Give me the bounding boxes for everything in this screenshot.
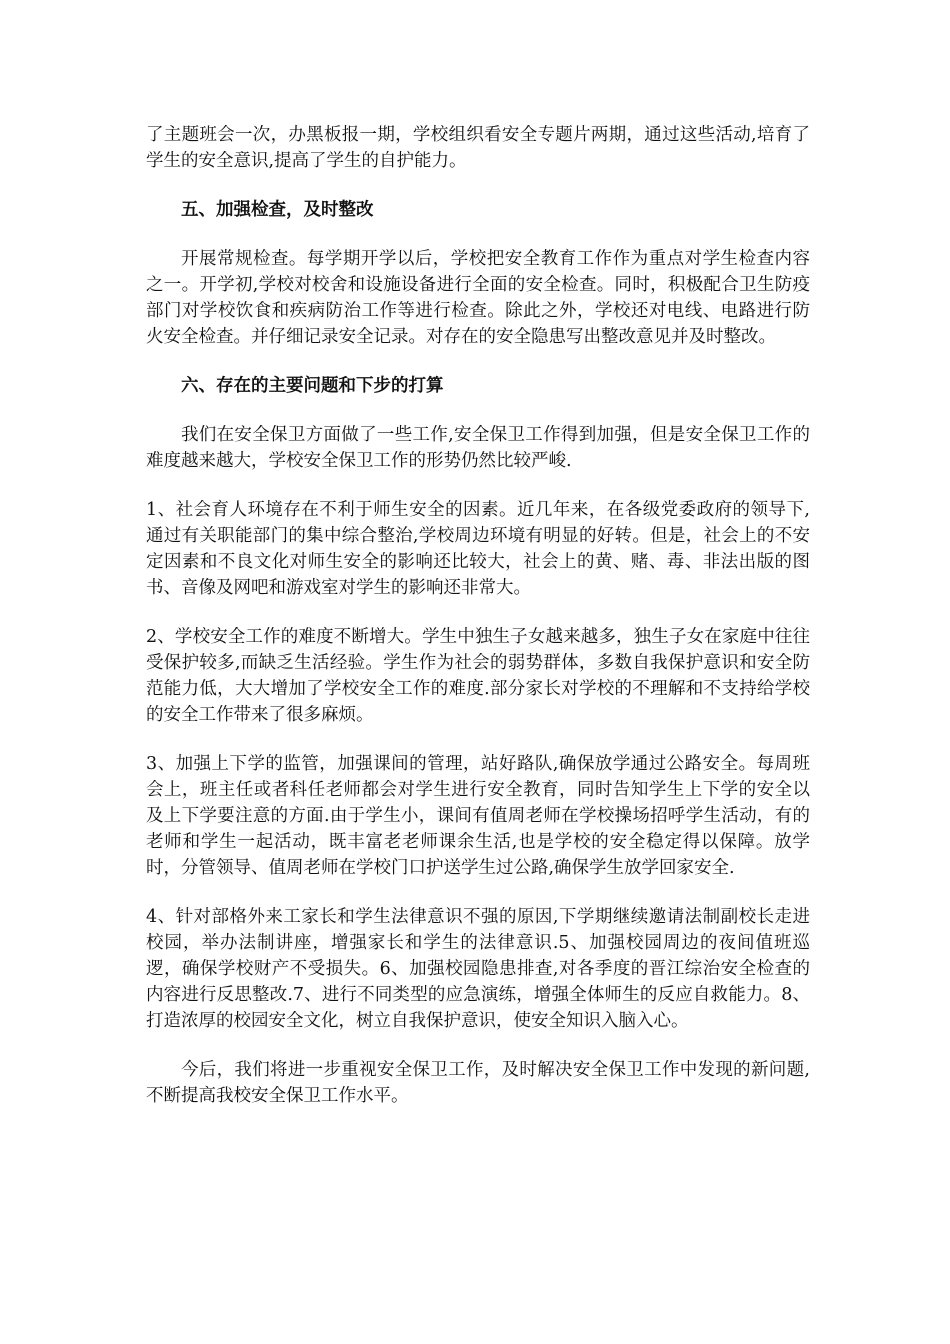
paragraph-item-3: 3、加强上下学的监管，加强课间的管理，站好路队,确保放学通过公路安全。每周班会上，班主任或者科任老师都会对学生进行安全教育，同时告知学生上下学的安全以及上下学要注意的方面.由于学生小，课间有值周老师在学校操场招呼学生活动，有的老师和学生一起活动，既丰富老老师课余生活,也是学校的安全稳定得以保障。放学时，分管领导、值周老师在学校门口护送学生过公路,确保学生放学回家安全. [146, 754, 810, 878]
paragraph-item-4: 4、针对部格外来工家长和学生法律意识不强的原因,下学期继续邀请法制副校长走进校园，举办法制讲座，增强家长和学生的法律意识.5、加强校园周边的夜间值班巡逻，确保学校财产不受损失。6、加强校园隐患排查,对各季度的晋江综治安全检查的内容进行反思整改.7、进行不同类型的应急演练，增强全体师生的反应自救能力。8、打造浓厚的校园安全文化，树立自我保护意识，使安全知识入脑入心。 [146, 907, 810, 1031]
paragraph-item-1: 1、社会育人环境存在不利于师生安全的因素。近几年来，在各级党委政府的领导下,通过有关职能部门的集中综合整治,学校周边环境有明显的好转。但是，社会上的不安定因素和不良文化对师生安全的影响还比较大，社会上的黄、赌、毒、非法出版的图书、音像及网吧和游戏室对学生的影响还非常大。 [146, 500, 810, 598]
paragraph-summary: 我们在安全保卫方面做了一些工作,安全保卫工作得到加强，但是安全保卫工作的难度越来越大，学校安全保卫工作的形势仍然比较严峻. [146, 425, 810, 471]
section-heading-5: 五、加强检查，及时整改 [181, 200, 374, 220]
paragraph-item-2: 2、学校安全工作的难度不断增大。学生中独生子女越来越多，独生子女在家庭中往往受保护较多,而缺乏生活经验。学生作为社会的弱势群体，多数自我保护意识和安全防范能力低，大大增加了学校安全工作的难度.部分家长对学校的不理解和不支持给学校的安全工作带来了很多麻烦。 [146, 627, 810, 725]
paragraph-routine-inspection: 开展常规检查。每学期开学以后，学校把安全教育工作作为重点对学生检查内容之一。开学初,学校对校舍和设施设备进行全面的安全检查。同时，积极配合卫生防疫部门对学校饮食和疾病防治工作等进行检查。除此之外，学校还对电线、电路进行防火安全检查。并仔细记录安全记录。对存在的安全隐患写出整改意见并及时整改。 [146, 249, 810, 347]
paragraph-conclusion: 今后，我们将进一步重视安全保卫工作，及时解决安全保卫工作中发现的新问题,不断提高我校安全保卫工作水平。 [146, 1060, 810, 1106]
section-heading-6: 六、存在的主要问题和下步的打算 [181, 376, 444, 396]
document-page [146, 122, 810, 1132]
paragraph-continuation: 了主题班会一次，办黑板报一期，学校组织看安全专题片两期，通过这些活动,培育了学生的安全意识,提高了学生的自护能力。 [146, 125, 810, 171]
